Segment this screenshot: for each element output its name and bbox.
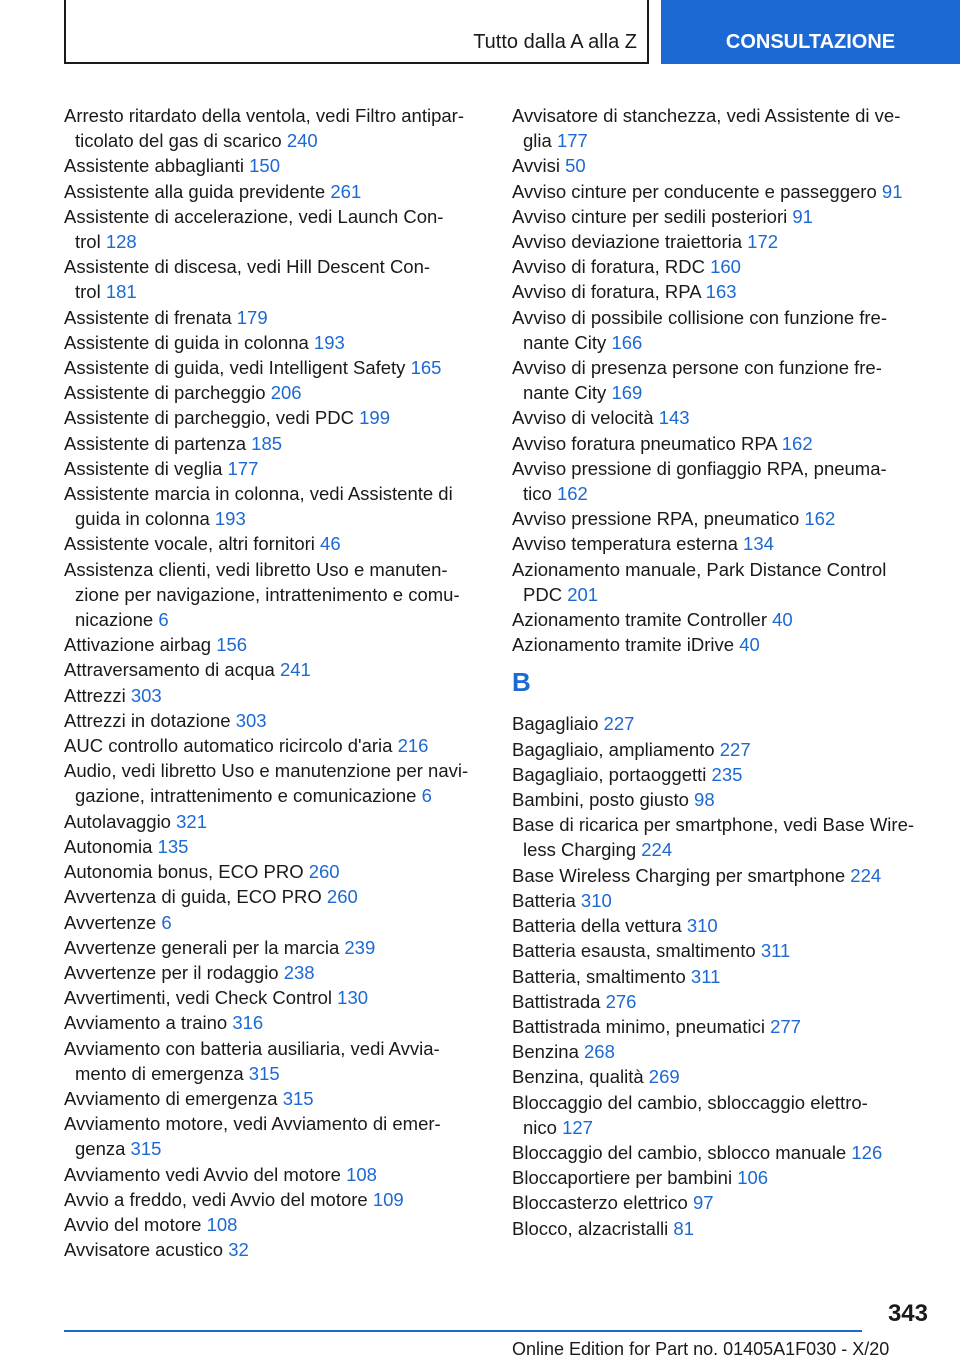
index-entry-text: Avvisi <box>512 155 560 177</box>
index-entry-text: genza <box>75 1138 126 1160</box>
index-entry-text: Avviamento con batteria ausiliaria, vedi Avvia- <box>64 1037 440 1059</box>
index-entry <box>512 1090 932 1140</box>
index-entry <box>64 1237 484 1262</box>
page-reference-link[interactable]: 177 <box>556 130 588 152</box>
index-entry-text: Blocco, alzacristalli <box>512 1217 669 1239</box>
page-reference-link[interactable]: 277 <box>770 1015 801 1037</box>
page-reference-link[interactable]: 106 <box>737 1167 769 1189</box>
page-reference-link[interactable]: 126 <box>851 1141 883 1163</box>
page-reference-link[interactable]: 91 <box>881 180 903 202</box>
index-entry-text: Batteria <box>512 889 576 911</box>
index-entry <box>512 989 932 1014</box>
index-entry-text: nante City <box>523 382 607 404</box>
index-entry-text: Attrezzi in dotazione <box>64 709 231 731</box>
page-reference-link[interactable]: 150 <box>249 155 280 177</box>
index-entry <box>512 204 932 229</box>
index-entry-text: Benzina <box>512 1041 579 1063</box>
page-reference-link[interactable]: 303 <box>235 709 267 731</box>
index-entry <box>512 607 932 632</box>
index-entry-text: Assistente vocale, altri fornitori <box>64 533 315 555</box>
index-entry-text: Autonomia bonus, ECO PRO <box>64 861 304 883</box>
index-entry <box>64 935 484 960</box>
section-title: Tutto dalla A alla Z <box>473 31 637 53</box>
index-entry <box>64 1036 484 1086</box>
index-entry-text: Assistente di guida, vedi Intelligent Safety <box>64 357 406 379</box>
index-entry-text: Avviso cinture per conducente e passeggero <box>512 180 877 202</box>
page-reference-link[interactable]: 240 <box>286 130 318 152</box>
page-reference-link[interactable]: 260 <box>326 886 358 908</box>
index-entry <box>64 531 484 556</box>
index-entry <box>512 506 932 531</box>
page-number: 343 <box>887 1300 928 1327</box>
page-reference-link[interactable]: 181 <box>105 281 137 303</box>
index-entry-text: Avvio a freddo, vedi Avvio del motore <box>64 1188 368 1210</box>
index-list-a <box>512 103 932 657</box>
index-entry <box>512 1190 932 1215</box>
index-entry <box>64 985 484 1010</box>
index-entry-text: Avviamento vedi Avvio del motore <box>64 1163 341 1185</box>
index-list-b <box>512 711 932 1240</box>
index-entry-text: Assistente di parcheggio <box>64 382 266 404</box>
index-entry-text: Autolavaggio <box>64 810 171 832</box>
page-reference-link[interactable]: 160 <box>710 256 741 278</box>
index-entry <box>512 1014 932 1039</box>
index-entry <box>64 204 484 254</box>
page-reference-link[interactable]: 162 <box>804 508 836 530</box>
index-entry <box>64 657 484 682</box>
index-entry <box>64 179 484 204</box>
page-reference-link[interactable]: 156 <box>216 634 248 656</box>
index-entry-text: Assistente di frenata <box>64 306 232 328</box>
index-entry-text: Bagagliaio, portaoggetti <box>512 763 707 785</box>
index-entry-text: Bagagliaio <box>512 713 599 735</box>
index-entry-text: Bambini, posto giusto <box>512 789 689 811</box>
index-entry-text: guida in colonna <box>75 508 210 530</box>
index-entry-text: ticolato del gas di scarico <box>75 130 282 152</box>
page-reference-link[interactable]: 91 <box>792 205 813 227</box>
page-reference-link[interactable]: 6 <box>421 785 432 807</box>
index-entry-text: Assistente alla guida previdente <box>64 180 326 202</box>
index-entry-text: Avviso foratura pneumatico RPA <box>512 432 777 454</box>
index-entry <box>64 1111 484 1161</box>
index-entry <box>64 456 484 481</box>
index-entry-text: Bloccaggio del cambio, sblocco manuale <box>512 1141 847 1163</box>
index-column-left <box>64 103 484 1262</box>
page-reference-link[interactable]: 216 <box>397 735 429 757</box>
index-entry <box>512 964 932 989</box>
index-entry-text: Battistrada minimo, pneumatici <box>512 1015 765 1037</box>
index-entry-text: Avviso di presenza persone con funzione fre- <box>512 357 882 379</box>
index-entry-text: Bagagliaio, ampliamento <box>512 738 715 760</box>
index-entry <box>512 405 932 430</box>
page-reference-link[interactable]: 143 <box>658 407 690 429</box>
index-entry-text: trol <box>75 231 101 253</box>
index-entry-text: Avviso temperatura esterna <box>512 533 738 555</box>
index-entry-text: Avviso di possibile collisione con funzione fre- <box>512 306 887 328</box>
index-entry-text: gazione, intrattenimento e comunicazione <box>75 785 417 807</box>
index-entry <box>512 737 932 762</box>
page-reference-link[interactable]: 193 <box>313 331 345 353</box>
index-entry-text: Autonomia <box>64 835 153 857</box>
index-entry <box>64 1162 484 1187</box>
index-entry <box>512 355 932 405</box>
index-entry <box>512 179 932 204</box>
page-reference-link[interactable]: 316 <box>232 1012 264 1034</box>
page-reference-link[interactable]: 310 <box>580 889 612 911</box>
edition-note: Online Edition for Part no. 01405A1F030 - X/20 <box>512 1339 890 1359</box>
page-reference-link[interactable]: 193 <box>214 508 246 530</box>
index-entry <box>64 683 484 708</box>
index-entry <box>64 431 484 456</box>
page-reference-link[interactable]: 177 <box>227 457 259 479</box>
index-entry <box>64 1010 484 1035</box>
page-reference-link[interactable]: 303 <box>130 684 162 706</box>
index-entry <box>512 787 932 812</box>
index-entry <box>64 834 484 859</box>
page-reference-link[interactable]: 206 <box>270 382 302 404</box>
header-section-box <box>64 0 649 64</box>
index-entry-text: Bloccaggio del cambio, sbloccaggio elettro- <box>512 1091 868 1113</box>
page-reference-link[interactable]: 268 <box>584 1041 615 1063</box>
index-entry <box>512 863 932 888</box>
index-entry <box>512 153 932 178</box>
index-entry <box>64 859 484 884</box>
page-reference-link[interactable]: 40 <box>772 609 793 631</box>
page-reference-link[interactable]: 227 <box>603 713 635 735</box>
page-reference-link[interactable]: 224 <box>850 864 882 886</box>
index-entry-text: glia <box>523 130 552 152</box>
index-entry-text: Avvertenze <box>64 911 157 933</box>
index-entry-text: Base di ricarica per smartphone, vedi Base Wire- <box>512 814 915 836</box>
index-entry-text: Avvisatore acustico <box>64 1239 224 1261</box>
index-entry <box>512 938 932 963</box>
index-entry <box>64 481 484 531</box>
page-reference-link[interactable]: 239 <box>344 936 376 958</box>
tab-label: CONSULTAZIONE <box>725 31 896 53</box>
index-entry <box>64 708 484 733</box>
page-reference-link[interactable]: 238 <box>283 961 315 983</box>
index-entry <box>64 330 484 355</box>
index-entry-text: Avvisatore di stanchezza, vedi Assistente di ve- <box>512 105 901 126</box>
index-entry-text: Avvertenze per il rodaggio <box>64 961 279 983</box>
index-entry <box>512 711 932 736</box>
index-entry <box>64 809 484 834</box>
page-reference-link[interactable]: 134 <box>743 533 774 555</box>
index-entry <box>64 733 484 758</box>
page-reference-link[interactable]: 128 <box>105 231 137 253</box>
index-entry-text: Azionamento manuale, Park Distance Control <box>512 558 887 580</box>
index-entry <box>64 305 484 330</box>
page-reference-link[interactable]: 165 <box>410 357 442 379</box>
page-reference-link[interactable]: 311 <box>690 965 721 987</box>
page-reference-link[interactable]: 172 <box>747 231 779 253</box>
index-entry-text: Avviso cinture per sedili posteriori <box>512 205 788 227</box>
index-entry-text: Assistente abbaglianti <box>64 155 244 177</box>
page-reference-link[interactable]: 166 <box>611 331 643 353</box>
index-entry <box>512 305 932 355</box>
page-reference-link[interactable]: 50 <box>565 155 586 177</box>
page-reference-link[interactable]: 6 <box>158 609 169 631</box>
index-entry <box>64 1187 484 1212</box>
page-reference-link[interactable]: 127 <box>562 1116 593 1138</box>
index-entry-text: Arresto ritardato della ventola, vedi Filtro antipar- <box>64 105 464 126</box>
index-entry-text: Avviso pressione RPA, pneumatico <box>512 508 800 530</box>
index-entry-text: Avviso di foratura, RDC <box>512 256 705 278</box>
index-entry-text: nico <box>523 1116 557 1138</box>
index-entry-text: Assistente di guida in colonna <box>64 331 309 353</box>
index-entry-text: Audio, vedi libretto Uso e manutenzione per navi- <box>64 760 469 782</box>
index-letter-heading: B <box>512 667 531 698</box>
index-entry <box>64 632 484 657</box>
index-entry <box>64 1086 484 1111</box>
index-entry <box>512 1064 932 1089</box>
index-entry <box>512 1216 932 1241</box>
page-reference-link[interactable]: 321 <box>176 810 207 832</box>
page-reference-link[interactable]: 241 <box>279 659 311 681</box>
page-reference-link[interactable]: 315 <box>248 1062 280 1084</box>
page-reference-link[interactable]: 199 <box>359 407 390 429</box>
index-entry <box>64 380 484 405</box>
index-entry <box>512 229 932 254</box>
index-entry <box>64 405 484 430</box>
page-reference-link[interactable]: 201 <box>567 583 599 605</box>
index-entry <box>64 910 484 935</box>
page-reference-link[interactable]: 81 <box>673 1217 694 1239</box>
index-entry <box>512 456 932 506</box>
page-reference-link[interactable]: 32 <box>228 1239 249 1261</box>
page-reference-link[interactable]: 311 <box>760 940 791 962</box>
index-entry-text: Bloccaportiere per bambini <box>512 1167 733 1189</box>
index-entry-text: Azionamento tramite iDrive <box>512 634 735 656</box>
index-entry-text: Battistrada <box>512 990 601 1012</box>
index-entry <box>512 557 932 607</box>
page-reference-link[interactable]: 315 <box>282 1087 314 1109</box>
index-entry-text: Base Wireless Charging per smartphone <box>512 864 846 886</box>
page-reference-link[interactable]: 260 <box>308 861 340 883</box>
header-tab[interactable] <box>661 0 960 64</box>
index-entry-text: Avviamento a traino <box>64 1012 228 1034</box>
index-entry-text: Attivazione airbag <box>64 634 212 656</box>
index-entry-text: Avviso pressione di gonfiaggio RPA, pneuma- <box>512 457 887 479</box>
footer-divider <box>64 1330 862 1332</box>
index-entry-text: less Charging <box>523 839 637 861</box>
index-entry-text: Assistente di veglia <box>64 457 223 479</box>
page-reference-link[interactable]: 109 <box>372 1188 404 1210</box>
index-entry-text: Avvio del motore <box>64 1213 202 1235</box>
index-entry-text: Avvertenza di guida, ECO PRO <box>64 886 322 908</box>
index-entry-text: Assistente di partenza <box>64 432 247 454</box>
page-reference-link[interactable]: 179 <box>236 306 268 328</box>
index-entry-text: Attrezzi <box>64 684 126 706</box>
page-reference-link[interactable]: 97 <box>692 1192 714 1214</box>
index-entry <box>512 1039 932 1064</box>
page-reference-link[interactable]: 276 <box>605 990 637 1012</box>
page-reference-link[interactable]: 227 <box>719 738 751 760</box>
index-entry-text: Assistente di accelerazione, vedi Launch Con- <box>64 205 444 227</box>
index-entry-text: Assistenza clienti, vedi libretto Uso e manuten- <box>64 558 448 580</box>
index-entry-text: Bloccasterzo elettrico <box>512 1192 688 1214</box>
index-entry-text: Avvertenze generali per la marcia <box>64 936 340 958</box>
index-entry-text: Avviso deviazione traiettoria <box>512 231 743 253</box>
index-entry-text: trol <box>75 281 101 303</box>
index-entry <box>512 103 932 153</box>
index-entry <box>512 1165 932 1190</box>
index-entry <box>512 762 932 787</box>
index-entry-text: Batteria, smaltimento <box>512 965 686 987</box>
index-entry <box>512 888 932 913</box>
index-entry-text: Assistente di parcheggio, vedi PDC <box>64 407 354 429</box>
index-entry-text: Avviamento di emergenza <box>64 1087 278 1109</box>
index-entry-text: zione per navigazione, intrattenimento e comu- <box>75 583 460 605</box>
index-entry-text: Benzina, qualità <box>512 1066 644 1088</box>
page-reference-link[interactable]: 163 <box>705 281 737 303</box>
page-reference-link[interactable]: 169 <box>611 382 643 404</box>
index-entry <box>512 632 932 657</box>
index-entry <box>512 1140 932 1165</box>
index-entry-text: Azionamento tramite Controller <box>512 609 767 631</box>
page-reference-link[interactable]: 235 <box>711 763 743 785</box>
page-reference-link[interactable]: 108 <box>346 1163 377 1185</box>
index-entry <box>512 279 932 304</box>
index-entry <box>64 884 484 909</box>
index-entry <box>64 960 484 985</box>
index-entry-text: nante City <box>523 331 607 353</box>
index-entry <box>64 355 484 380</box>
index-entry <box>64 254 484 304</box>
index-entry <box>64 1212 484 1237</box>
index-entry-text: PDC <box>523 583 563 605</box>
page-reference-link[interactable]: 135 <box>157 835 189 857</box>
index-entry-text: Avviso di foratura, RPA <box>512 281 701 303</box>
page-reference-link[interactable]: 130 <box>337 987 369 1009</box>
index-entry-text: Assistente marcia in colonna, vedi Assistente di <box>64 483 453 505</box>
page-reference-link[interactable]: 98 <box>694 789 715 811</box>
index-entry-text: mento di emergenza <box>75 1062 244 1084</box>
index-entry <box>512 812 932 862</box>
page-reference-link[interactable]: 40 <box>739 634 760 656</box>
index-entry <box>64 758 484 808</box>
page-reference-link[interactable]: 269 <box>648 1066 680 1088</box>
index-entry-text: Assistente di discesa, vedi Hill Descent Con- <box>64 256 431 278</box>
index-entry-text: Attraversamento di acqua <box>64 659 275 681</box>
index-entry-text: Batteria esausta, smaltimento <box>512 940 756 962</box>
index-entry <box>64 557 484 633</box>
page-reference-link[interactable]: 162 <box>781 432 813 454</box>
page-reference-link[interactable]: 108 <box>206 1213 238 1235</box>
page-reference-link[interactable]: 315 <box>130 1138 162 1160</box>
index-entry <box>512 913 932 938</box>
index-entry <box>64 153 484 178</box>
page-reference-link[interactable]: 6 <box>161 911 172 933</box>
index-entry <box>512 431 932 456</box>
page-reference-link[interactable]: 310 <box>686 915 718 937</box>
index-entry <box>512 531 932 556</box>
index-entry-text: Avviso di velocità <box>512 407 654 429</box>
index-entry-text: Batteria della vettura <box>512 915 682 937</box>
page-reference-link[interactable]: 224 <box>641 839 673 861</box>
page-reference-link[interactable]: 185 <box>251 432 283 454</box>
index-entry-text: Avviamento motore, vedi Avviamento di emer- <box>64 1113 441 1135</box>
index-entry-text: AUC controllo automatico ricircolo d'aria <box>64 735 393 757</box>
index-entry <box>64 103 484 153</box>
index-entry <box>512 254 932 279</box>
page-reference-link[interactable]: 46 <box>320 533 341 555</box>
page-reference-link[interactable]: 261 <box>330 180 362 202</box>
index-entry-text: Avvertimenti, vedi Check Control <box>64 987 333 1009</box>
page-reference-link[interactable]: 162 <box>556 483 588 505</box>
index-entry-text: nicazione <box>75 609 154 631</box>
index-entry-text: tico <box>523 483 552 505</box>
index-column-right <box>512 103 932 1241</box>
